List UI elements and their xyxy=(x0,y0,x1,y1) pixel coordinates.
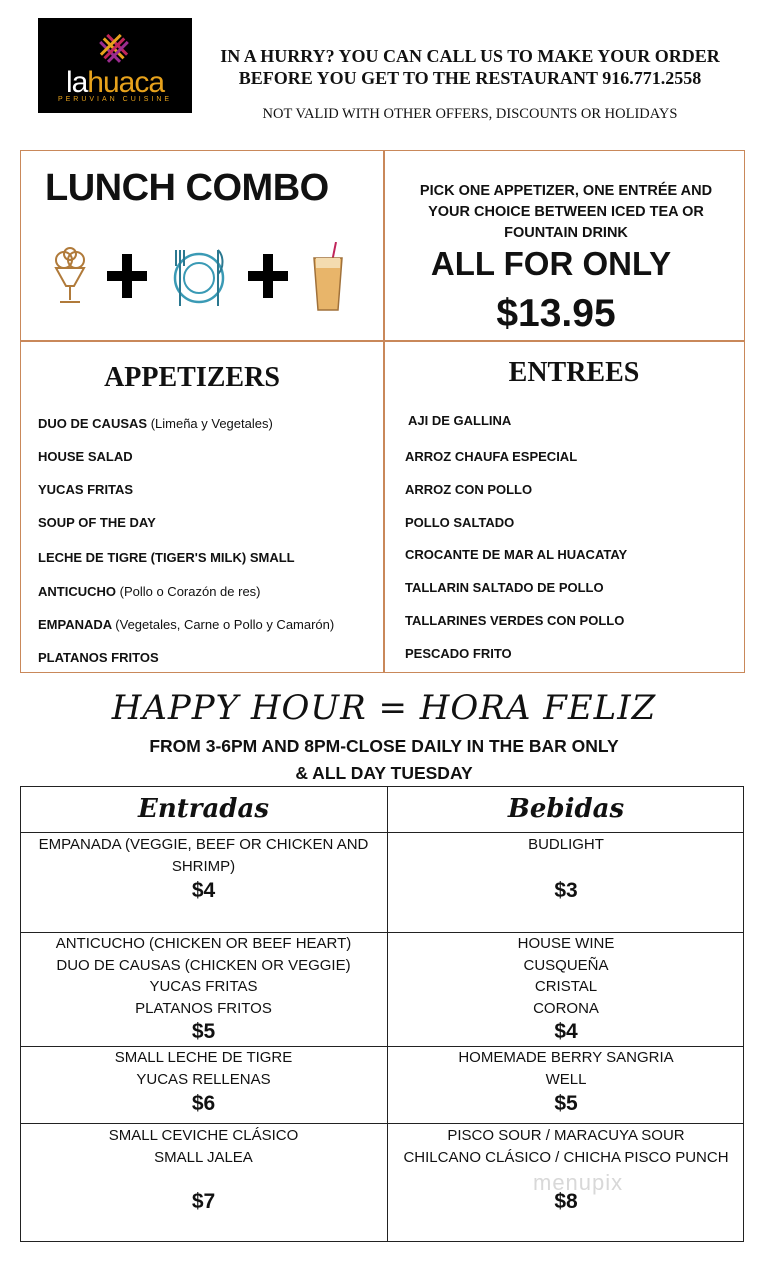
food-price: $4 xyxy=(191,879,216,902)
entree-item: TALLARIN SALTADO DE POLLO xyxy=(405,580,604,595)
happy-hour-tuesday: & ALL DAY TUESDAY xyxy=(295,763,473,783)
table-divider xyxy=(20,832,744,833)
plate-icon xyxy=(170,246,228,310)
logo-wordmark xyxy=(38,66,192,100)
iced-tea-icon xyxy=(310,242,346,314)
dessert-icon xyxy=(52,246,88,308)
column-header-entradas: Entradas xyxy=(138,794,269,824)
entrees-heading: ENTREES xyxy=(508,357,640,388)
all-for-only-label: ALL FOR ONLY xyxy=(430,245,672,282)
logo-text-la: la xyxy=(65,66,88,99)
appetizer-item: LECHE DE TIGRE (TIGER'S MILK) SMALL xyxy=(38,550,295,565)
appetizer-item: EMPANADA (Vegetales, Carne o Pollo y Camarón) xyxy=(38,617,335,632)
appetizer-item: YUCAS FRITAS xyxy=(38,482,134,497)
watermark: menupix xyxy=(533,1170,624,1195)
entree-item: ARROZ CON POLLO xyxy=(405,482,533,497)
table-cell-food: SMALL LECHE DE TIGRE YUCAS RELLENAS xyxy=(114,1049,293,1088)
table-cell-drink: HOUSE WINE CUSQUEÑA CRISTAL CORONA xyxy=(517,935,615,1017)
logo-subtitle: PERUVIAN CUISINE xyxy=(57,96,173,103)
logo-text-huaca: huaca xyxy=(87,66,165,99)
entree-item: ARROZ CHAUFA ESPECIAL xyxy=(405,449,578,464)
entree-item: TALLARINES VERDES CON POLLO xyxy=(405,613,625,628)
column-header-bebidas: Bebidas xyxy=(507,794,625,824)
offer-notice: NOT VALID WITH OTHER OFFERS, DISCOUNTS OR HOLIDAYS xyxy=(262,106,678,122)
restaurant-logo xyxy=(38,18,192,113)
plus-icon xyxy=(248,254,288,298)
combo-divider-horizontal xyxy=(20,340,745,342)
table-cell-food: ANTICUCHO (CHICKEN OR BEEF HEART) DUO DE CAUSAS (CHICKEN OR VEGGIE) YUCAS FRITAS PLATANOS FRITOS xyxy=(55,935,352,1017)
drink-price: $8 xyxy=(554,1190,578,1213)
call-ahead-line-2: BEFORE YOU GET TO THE RESTAURANT 916.771.2558 xyxy=(238,68,702,88)
logo-emblem-icon xyxy=(94,28,134,68)
drink-price: $3 xyxy=(554,879,578,902)
table-cell-food: SMALL CEVICHE CLÁSICO SMALL JALEA xyxy=(108,1127,299,1166)
table-cell-food: EMPANADA (VEGGIE, BEEF OR CHICKEN AND SHRIMP) xyxy=(38,836,369,875)
food-price: $5 xyxy=(191,1020,216,1043)
combo-instructions-line-1: PICK ONE APPETIZER, ONE ENTRÉE AND xyxy=(419,183,713,199)
happy-hour-title: HAPPY HOUR = HORA FELIZ xyxy=(111,688,657,728)
appetizer-item: HOUSE SALAD xyxy=(38,449,133,464)
lunch-combo-title: LUNCH COMBO xyxy=(45,167,329,209)
appetizers-heading: APPETIZERS xyxy=(104,362,280,393)
table-divider xyxy=(20,1123,744,1124)
appetizer-item: DUO DE CAUSAS (Limeña y Vegetales) xyxy=(38,416,273,431)
plus-icon xyxy=(107,254,147,298)
drink-price: $5 xyxy=(554,1092,578,1115)
appetizer-item: PLATANOS FRITOS xyxy=(38,650,159,665)
happy-hour-schedule: FROM 3-6PM AND 8PM-CLOSE DAILY IN THE BAR ONLY xyxy=(149,736,619,756)
table-cell-drink: PISCO SOUR / MARACUYA SOUR CHILCANO CLÁSICO / CHICHA PISCO PUNCH xyxy=(403,1127,729,1166)
call-ahead-line-1: IN A HURRY? YOU CAN CALL US TO MAKE YOUR ORDER xyxy=(220,46,720,66)
appetizer-item: ANTICUCHO (Pollo o Corazón de res) xyxy=(38,584,261,599)
combo-instructions-line-2: YOUR CHOICE BETWEEN ICED TEA OR xyxy=(428,204,704,220)
combo-instructions-line-3: FOUNTAIN DRINK xyxy=(504,225,628,241)
entree-item: PESCADO FRITO xyxy=(405,646,512,661)
food-price: $6 xyxy=(191,1092,216,1115)
entree-item: CROCANTE DE MAR AL HUACATAY xyxy=(405,547,628,562)
entree-item: AJI DE GALLINA xyxy=(408,413,512,428)
entree-item: POLLO SALTADO xyxy=(405,515,515,530)
food-price: $7 xyxy=(191,1190,216,1213)
appetizer-item: SOUP OF THE DAY xyxy=(38,515,156,530)
drink-price: $4 xyxy=(554,1020,578,1043)
table-cell-drink: HOMEMADE BERRY SANGRIA WELL xyxy=(458,1049,674,1088)
combo-divider-vertical xyxy=(383,150,385,673)
combo-price: $13.95 xyxy=(496,292,616,335)
table-cell-drink: BUDLIGHT xyxy=(528,836,604,853)
